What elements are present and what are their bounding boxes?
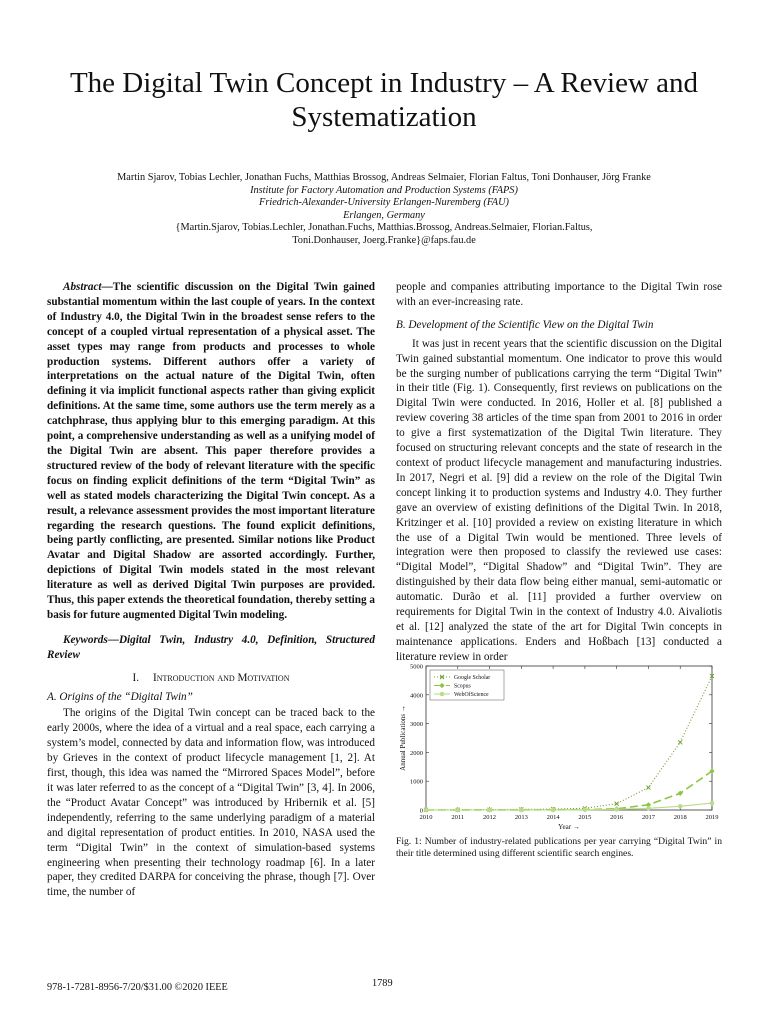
continuation-paragraph: people and companies attributing importance to the Digital Twin rose with an ever-increasing rate. xyxy=(396,281,722,308)
figure-1-chart xyxy=(396,660,722,832)
legend-label: Scopus xyxy=(454,683,471,690)
x-tick-label: 2018 xyxy=(673,814,687,821)
data-point xyxy=(551,808,555,812)
data-point xyxy=(646,806,650,810)
y-tick-label: 1000 xyxy=(410,778,423,786)
y-tick-label: 2000 xyxy=(410,749,423,757)
email-line-2: Toni.Donhauser, Joerg.Franke}@faps.fau.de xyxy=(292,234,476,246)
data-point xyxy=(456,808,460,812)
x-tick-label: 2013 xyxy=(514,814,528,821)
data-point xyxy=(583,808,587,812)
data-point xyxy=(646,786,650,790)
legend-label: Google Scholar xyxy=(454,675,491,682)
y-tick-label: 3000 xyxy=(410,721,423,729)
data-point xyxy=(424,808,428,812)
abstract-text: —The scientific discussion on the Digital Twin gained substantial momentum within the last couple of years. In the context of Industry 4.0, the Digital Twin in the broadest sense refers to the concept of a coupled virtual representation of a physical asset. The asset types may range from products and processes to whole production systems. Different authors offer a variety of interpretations on the actual nature of the Digital Twin, often defining it via implicit functional aspects rather than giving explicit definitions. At the same time, some authors use the term merely as a catchphrase, thus applying blur to this emerging paradigm. At this point, a comprehensive understanding as well as a unifying model of the Digital Twin are absent. This paper therefore provides a structured review of the body of relevant literature with the specific focus on finding explicit definitions of the term “Digital Twin” as well as stated models characterizing the Digital Twin concept. As a result, a relevance assessment provides the most important literature regarding the research questions. The found explicit definitions, being partly conflicting, are presented. Similar notions like Product Avatar and Digital Shadow are assorted accordingly. Further, depictions of Digital Twin models stated in the most relevant literature as well as derived Digital Twin purposes are provided. Thus, this paper extends the theoretical foundation, thereby setting a basis for future augmented Digital Twin modeling. xyxy=(47,281,375,621)
legend-marker xyxy=(440,692,444,696)
x-tick-label: 2019 xyxy=(705,814,719,821)
page-number: 1789 xyxy=(372,978,393,989)
keywords: Keywords—Digital Twin, Industry 4.0, Definition, Structured Review xyxy=(47,633,375,661)
series-line xyxy=(426,803,712,810)
isbn-footer: 978-1-7281-8956-7/20/$31.00 ©2020 IEEE xyxy=(47,982,228,993)
data-point xyxy=(710,801,714,805)
x-tick-label: 2010 xyxy=(419,814,433,821)
x-tick-label: 2016 xyxy=(610,814,624,821)
data-point xyxy=(519,808,523,812)
paper-title: The Digital Twin Concept in Industry – A Review and Systematization xyxy=(69,67,699,133)
section-number: I. xyxy=(132,671,140,684)
section-heading xyxy=(47,671,375,686)
university: Friedrich-Alexander-University Erlangen-Nuremberg (FAU) xyxy=(259,197,509,209)
subsection-b-body: It was just in recent years that the scientific discussion on the Digital Twin gained substantial momentum. One indicator to prove this would be the surging number of publications carrying the term “Digital Twin” in their title (Fig. 1). Consequently, first reviews on publications on the Digital Twin were conducted. In 2016, Holler et al. [8] published a review covering 38 articles of the time span from 2001 to 2016 in order to give a first systematization of the Digital Twin literature. They focused on structuring relevant concepts and the state of research in the context of product lifecycle management and manufacturing industries. In 2017, Negri et al. [9] did a review on the role of the Digital Twin concept linking it to production systems and Industry 4.0. They further gave an overview of existing definitions of the Digital Twin. In 2018, Kritzinger et al. [10] provided a review on existing literature in which the use of a Digital Twin would be mentioned. Three levels of integration were then proposed to classify the reviewed use cases: “Digital Model”, “Digital Shadow” and “Digital Twin”. They are distinguished by their data flow being either manual, semi-automatic or automatic. Durão et al. [11] provided a further overview on requirements for Digital Twin in the context of Industry 4.0. Aivaliotis et al. [12] analyzed the state of the art for Digital Twin concepts in maintenance applications. Enders and Hoßbach [13] conducted a literature review in order xyxy=(396,337,722,663)
abstract-lead: Abstract xyxy=(63,281,102,293)
x-tick-label: 2014 xyxy=(546,814,560,821)
abstract xyxy=(47,280,375,623)
x-tick-label: 2015 xyxy=(578,814,592,821)
institute: Institute for Factory Automation and Production Systems (FAPS) xyxy=(250,184,518,196)
author-list: Martin Sjarov, Tobias Lechler, Jonathan Fuchs, Matthias Brossog, Andreas Selmaier, Florian Faltus, Toni Donhauser, Jörg Franke xyxy=(117,172,651,183)
x-tick-label: 2011 xyxy=(451,814,465,821)
data-point xyxy=(488,808,492,812)
x-tick-label: 2017 xyxy=(641,814,655,821)
data-point xyxy=(615,807,619,811)
right-column xyxy=(396,280,722,665)
email-line-1: {Martin.Sjarov, Tobias.Lechler, Jonathan.Fuchs, Matthias.Brossog, Andreas.Selmaier, Florian.Faltus, xyxy=(175,222,593,234)
subsection-b-heading: B. Development of the Scientific View on the Digital Twin xyxy=(396,318,654,331)
figure-caption: Fig. 1: Number of industry-related publications per year carrying “Digital Twin” in their title determined using different scientific search engines. xyxy=(396,836,722,859)
subsection-a-heading: A. Origins of the “Digital Twin” xyxy=(47,690,193,703)
data-point xyxy=(678,740,682,744)
y-tick-label: 4000 xyxy=(410,692,423,700)
section-title: Introduction and Motivation xyxy=(153,671,290,684)
legend-label: WebOfScience xyxy=(454,692,489,699)
line-chart xyxy=(396,660,722,832)
subsection-a-body: The origins of the Digital Twin concept can be traced back to the early 2000s, where the idea of a virtual and a real space, each carrying a system’s model, connected by data and information flow, was introduced by Grieves in the context of product lifecycle management [1, 2]. At first, though, this idea was named the “Mirrored Spaces Model”, before it was later referred to as the concept of a “Digital Twin” [3, 4]. In 2006, the “Product Avatar Concept” was introduced by Hribernik et al. [5] independently, referring to the same underlying paradigm of a material and digital representation of product entities. In 2010, NASA used the term “Digital Twin” in the context of simulation-based systems engineering when presenting their technology roadmap [6]. In a later paper, they credited DARPA for conceiving the phrase, though [7]. Over time, the number of xyxy=(47,707,375,899)
x-tick-label: 2012 xyxy=(483,814,497,821)
location: Erlangen, Germany xyxy=(343,209,425,221)
y-tick-label: 0 xyxy=(419,807,423,815)
y-tick-label: 5000 xyxy=(410,663,423,671)
x-axis-label: Year → xyxy=(558,823,580,831)
author-block xyxy=(30,172,738,248)
y-axis-label: Annual Publications → xyxy=(399,705,407,771)
data-point xyxy=(678,804,682,808)
left-column xyxy=(47,280,375,900)
series-line xyxy=(426,771,712,810)
